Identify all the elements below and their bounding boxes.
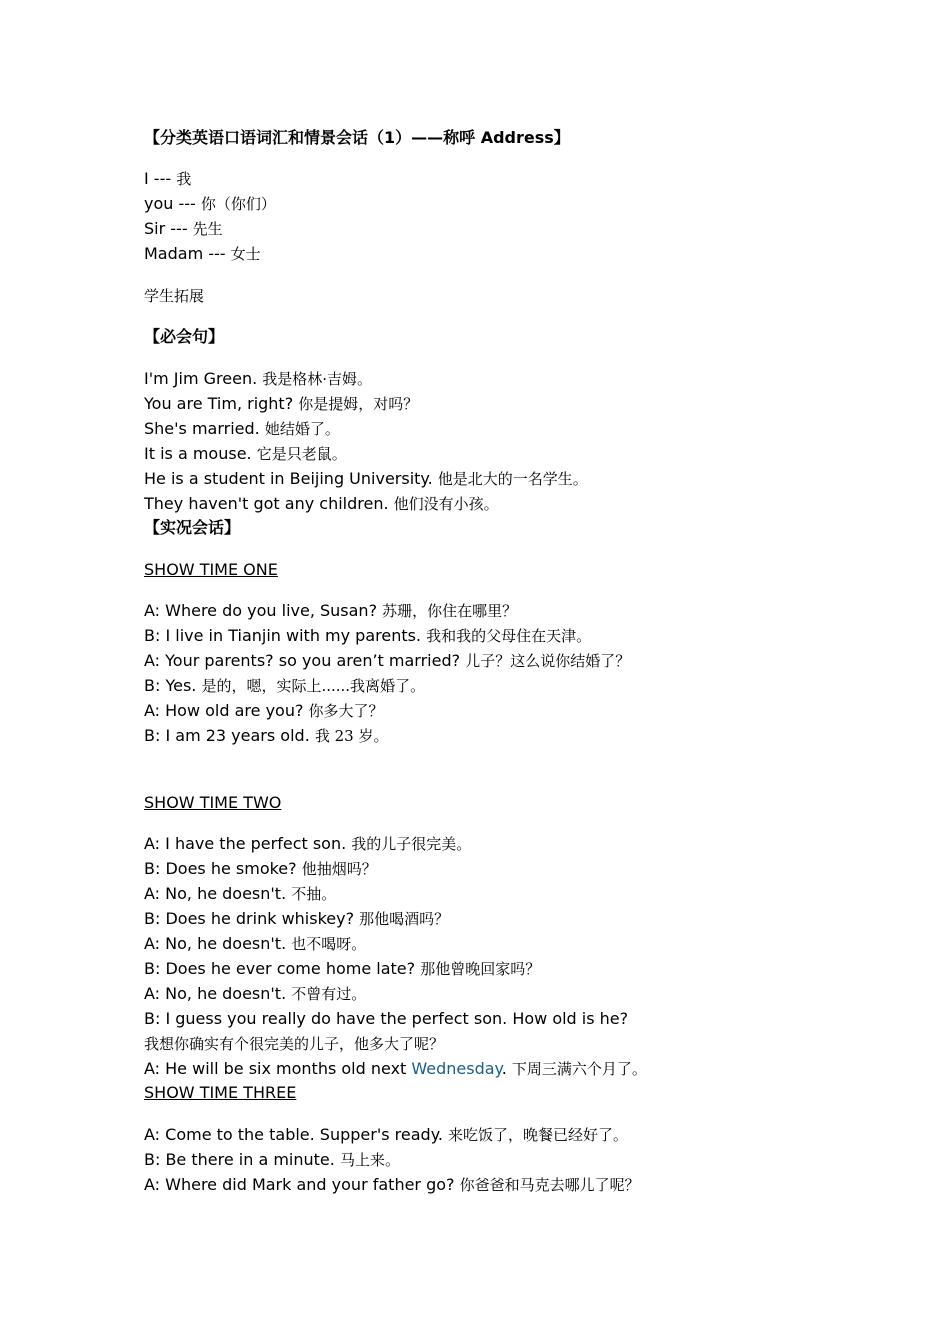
dialog-line: A: No, he doesn't. 也不喝呀。: [144, 934, 367, 953]
show-time-three-title: SHOW TIME THREE: [144, 1083, 297, 1102]
show-time-one-title: SHOW TIME ONE: [144, 560, 278, 579]
dialog-line: A: He will be six months old next Wednesday. 下周三满六个月了。: [144, 1059, 647, 1078]
dialog-line: A: Your parents? so you aren’t married? 儿子？这么说你结婚了？: [144, 651, 631, 670]
dialog-line: B: Does he drink whiskey? 那他喝酒吗？: [144, 909, 450, 928]
sentence-line: They haven't got any children. 他们没有小孩。: [144, 494, 499, 513]
dialog-line: A: Where do you live, Susan? 苏珊，你住在哪里？: [144, 601, 518, 620]
wednesday-link[interactable]: Wednesday: [411, 1059, 502, 1078]
dialog-line: A: No, he doesn't. 不抽。: [144, 884, 337, 903]
dialog-line: A: No, he doesn't. 不曾有过。: [144, 984, 367, 1003]
vocab-item: Sir --- 先生: [144, 219, 223, 238]
student-extension-label: 学生拓展: [144, 287, 205, 305]
vocab-item: you --- 你（你们）: [144, 194, 276, 213]
dialog-translation: 我想你确实有个很完美的儿子，他多大了呢？: [144, 1035, 445, 1053]
dialog-line: B: I am 23 years old. 我 23 岁。: [144, 726, 389, 745]
show-time-two-title: SHOW TIME TWO: [144, 793, 282, 812]
dialog-line: A: Come to the table. Supper's ready. 来吃饭了，晚餐已经好了。: [144, 1125, 629, 1144]
dialog-line: B: I live in Tianjin with my parents. 我和我的父母住在天津。: [144, 626, 592, 645]
document-title: 【分类英语口语词汇和情景会话（1）——称呼 Address】: [144, 128, 570, 147]
sentence-line: She's married. 她结婚了。: [144, 419, 340, 438]
sentence-line: You are Tim, right? 你是提姆，对吗？: [144, 394, 419, 413]
vocab-item: I --- 我: [144, 169, 192, 188]
dialog-line: B: I guess you really do have the perfect son. How old is he?: [144, 1009, 629, 1028]
dialog-line: A: How old are you? 你多大了？: [144, 701, 384, 720]
sentence-line: I'm Jim Green. 我是格林·吉姆。: [144, 369, 373, 388]
vocab-item: Madam --- 女士: [144, 244, 261, 263]
dialog-line: B: Does he ever come home late? 那他曾晚回家吗？: [144, 959, 541, 978]
dialog-heading: 【实况会话】: [144, 518, 241, 537]
sentence-line: It is a mouse. 它是只老鼠。: [144, 444, 347, 463]
dialog-line: A: Where did Mark and your father go? 你爸爸和马克去哪儿了呢？: [144, 1175, 640, 1194]
dialog-line: B: Does he smoke? 他抽烟吗？: [144, 859, 377, 878]
dialog-line: B: Be there in a minute. 马上来。: [144, 1150, 400, 1169]
dialog-line: A: I have the perfect son. 我的儿子很完美。: [144, 834, 472, 853]
must-know-heading: 【必会句】: [144, 327, 225, 346]
dialog-line: B: Yes. 是的，嗯，实际上......我离婚了。: [144, 676, 426, 695]
sentence-line: He is a student in Beijing University. 他是北大的一名学生。: [144, 469, 588, 488]
